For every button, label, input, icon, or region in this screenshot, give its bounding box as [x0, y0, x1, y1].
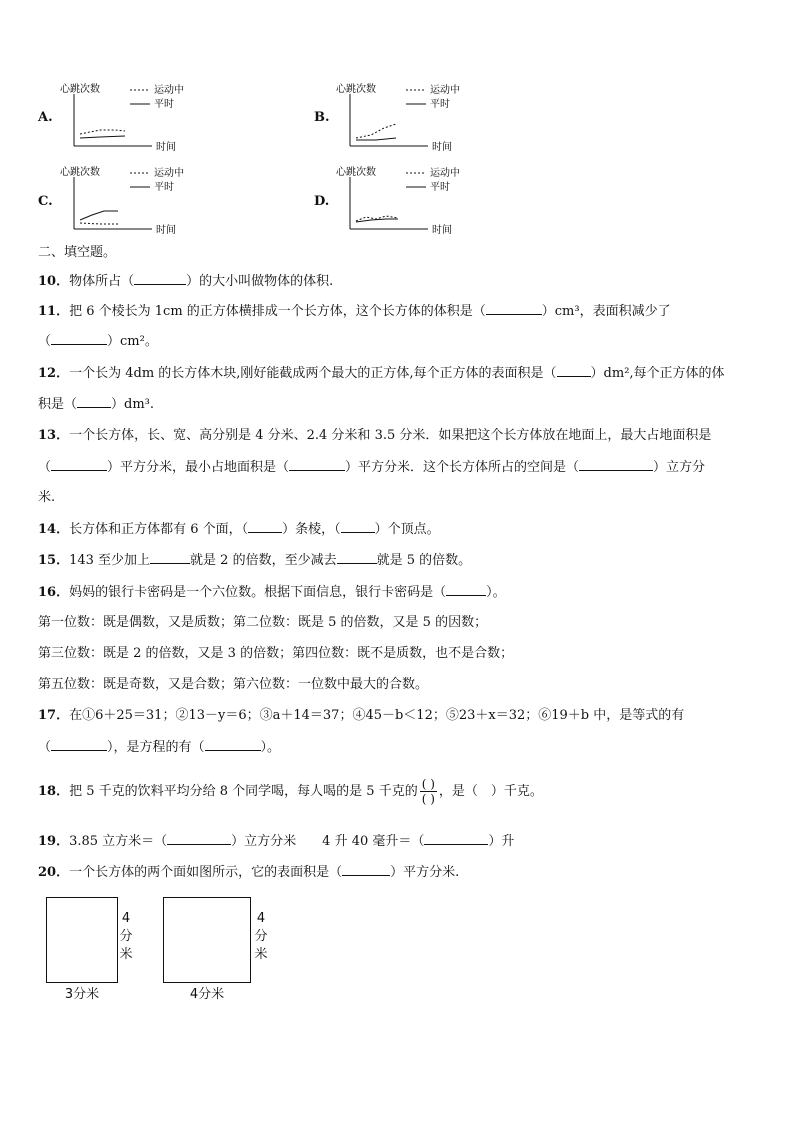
answer-blank[interactable]: [51, 458, 107, 471]
rectangle-face-1: [46, 897, 118, 983]
answer-blank[interactable]: [289, 458, 345, 471]
answer-blank[interactable]: [486, 302, 542, 315]
question-20: 20．一个长方体的两个面如图所示，它的表面积是（ ）平方分米.: [38, 865, 460, 880]
question-16-line2: 第三位数：既是 2 的倍数，又是 3 的倍数；第四位数：既不是质数，也不是合数；: [38, 646, 514, 661]
option-b-chart: [336, 80, 486, 155]
option-a-label: A.: [38, 110, 53, 125]
option-c-legend-dash: 运动中: [154, 168, 184, 179]
option-d-label: D.: [314, 194, 330, 209]
option-d-legend-dash: 运动中: [430, 168, 460, 179]
answer-blank[interactable]: [248, 520, 282, 533]
rect2-height-label: 4 分 米: [254, 911, 268, 962]
answer-blank[interactable]: [579, 458, 653, 471]
answer-blank[interactable]: [134, 272, 186, 285]
fraction: $\frac{( )}{( )}$: [421, 777, 435, 806]
option-d-xlabel: 时间: [432, 225, 452, 236]
option-d-ylabel: 心跳次数: [336, 167, 376, 178]
question-13: 13．一个长方体，长、宽、高分别是 4 分米、2.4 分米和 3.5 分米．如果把这个长方体放在地面上，最大占地面积是: [38, 428, 712, 443]
question-13-cont2: 米.: [38, 490, 56, 505]
question-18: 18．把 5 千克的饮料平均分给 8 个同学喝，每人喝的是 5 千克的 $\frac{( )}{( )}$ ，是（ ）千克。: [38, 777, 543, 806]
answer-blank[interactable]: [205, 738, 261, 751]
question-12: 12．一个长为 4dm 的长方体木块,刚好能截成两个最大的正方体,每个正方体的表面积是（ ）dm²,每个正方体的体: [38, 366, 725, 381]
answer-blank[interactable]: [150, 551, 190, 564]
option-a-legend-solid: 平时: [154, 99, 174, 110]
option-b-label: B.: [314, 110, 330, 125]
answer-blank[interactable]: [337, 551, 377, 564]
option-a-legend-dash: 运动中: [154, 85, 184, 96]
option-a-xlabel: 时间: [156, 142, 176, 153]
answer-blank[interactable]: [51, 738, 107, 751]
option-b-legend-dash: 运动中: [430, 85, 460, 96]
question-16-line1: 第一位数：既是偶数，又是质数；第二位数：既是 5 的倍数，又是 5 的因数；: [38, 615, 488, 630]
option-a-chart: [60, 80, 210, 155]
section-title: 二、填空题。: [38, 245, 117, 260]
answer-blank[interactable]: [342, 863, 390, 876]
question-17: 17．在①6＋25＝31；②13－y＝6；③a＋14＝37；④45－b＜12；⑤23＋x＝32；⑥19＋b 中，是等式的有: [38, 708, 685, 723]
answer-blank[interactable]: [51, 332, 107, 345]
question-16-line3: 第五位数：既是奇数，又是合数；第六位数：一位数中最大的合数。: [38, 677, 429, 692]
option-c-legend-solid: 平时: [154, 182, 174, 193]
option-c-chart: [60, 163, 210, 238]
option-b-legend-solid: 平时: [430, 99, 450, 110]
question-14: 14．长方体和正方体都有 6 个面，（ ）条棱，（ ）个顶点。: [38, 522, 440, 537]
answer-blank[interactable]: [557, 364, 591, 377]
answer-blank[interactable]: [77, 395, 111, 408]
question-16: 16．妈妈的银行卡密码是一个六位数。根据下面信息，银行卡密码是（ ）。: [38, 585, 506, 600]
option-c-xlabel: 时间: [156, 225, 176, 236]
question-11-cont: （ ）cm²。: [38, 334, 158, 349]
rect2-width-label: 4分米: [189, 987, 225, 1002]
rect1-height-label: 4 分 米: [119, 911, 133, 962]
question-12-cont: 积是（ ）dm³.: [38, 397, 155, 412]
answer-blank[interactable]: [341, 520, 375, 533]
answer-blank[interactable]: [167, 832, 231, 845]
question-10: 10．物体所占（ ）的大小叫做物体的体积.: [38, 274, 334, 289]
answer-blank[interactable]: [446, 583, 486, 596]
option-d-legend-solid: 平时: [430, 182, 450, 193]
answer-blank[interactable]: [424, 832, 488, 845]
option-b-xlabel: 时间: [432, 142, 452, 153]
question-17-cont: （ ），是方程的有（ ）。: [38, 740, 281, 755]
option-b-ylabel: 心跳次数: [336, 84, 376, 95]
option-c-ylabel: 心跳次数: [60, 167, 100, 178]
question-11: 11．把 6 个棱长为 1cm 的正方体横排成一个长方体，这个长方体的体积是（ ）cm³，表面积减少了: [38, 304, 671, 319]
question-19: 19．3.85 立方米＝（ ）立方分米 4 升 40 毫升＝（ ）升: [38, 834, 515, 849]
option-c-label: C.: [38, 194, 53, 209]
question-13-cont: （ ）平方分米，最小占地面积是（ ）平方分米．这个长方体所占的空间是（ ）立方分: [38, 460, 706, 475]
option-d-chart: [336, 163, 486, 238]
rectangle-face-2: [163, 897, 251, 983]
option-a-ylabel: 心跳次数: [60, 84, 100, 95]
question-15: 15．143 至少加上 就是 2 的倍数，至少减去 就是 5 的倍数。: [38, 553, 472, 568]
rect1-width-label: 3分米: [64, 987, 100, 1002]
